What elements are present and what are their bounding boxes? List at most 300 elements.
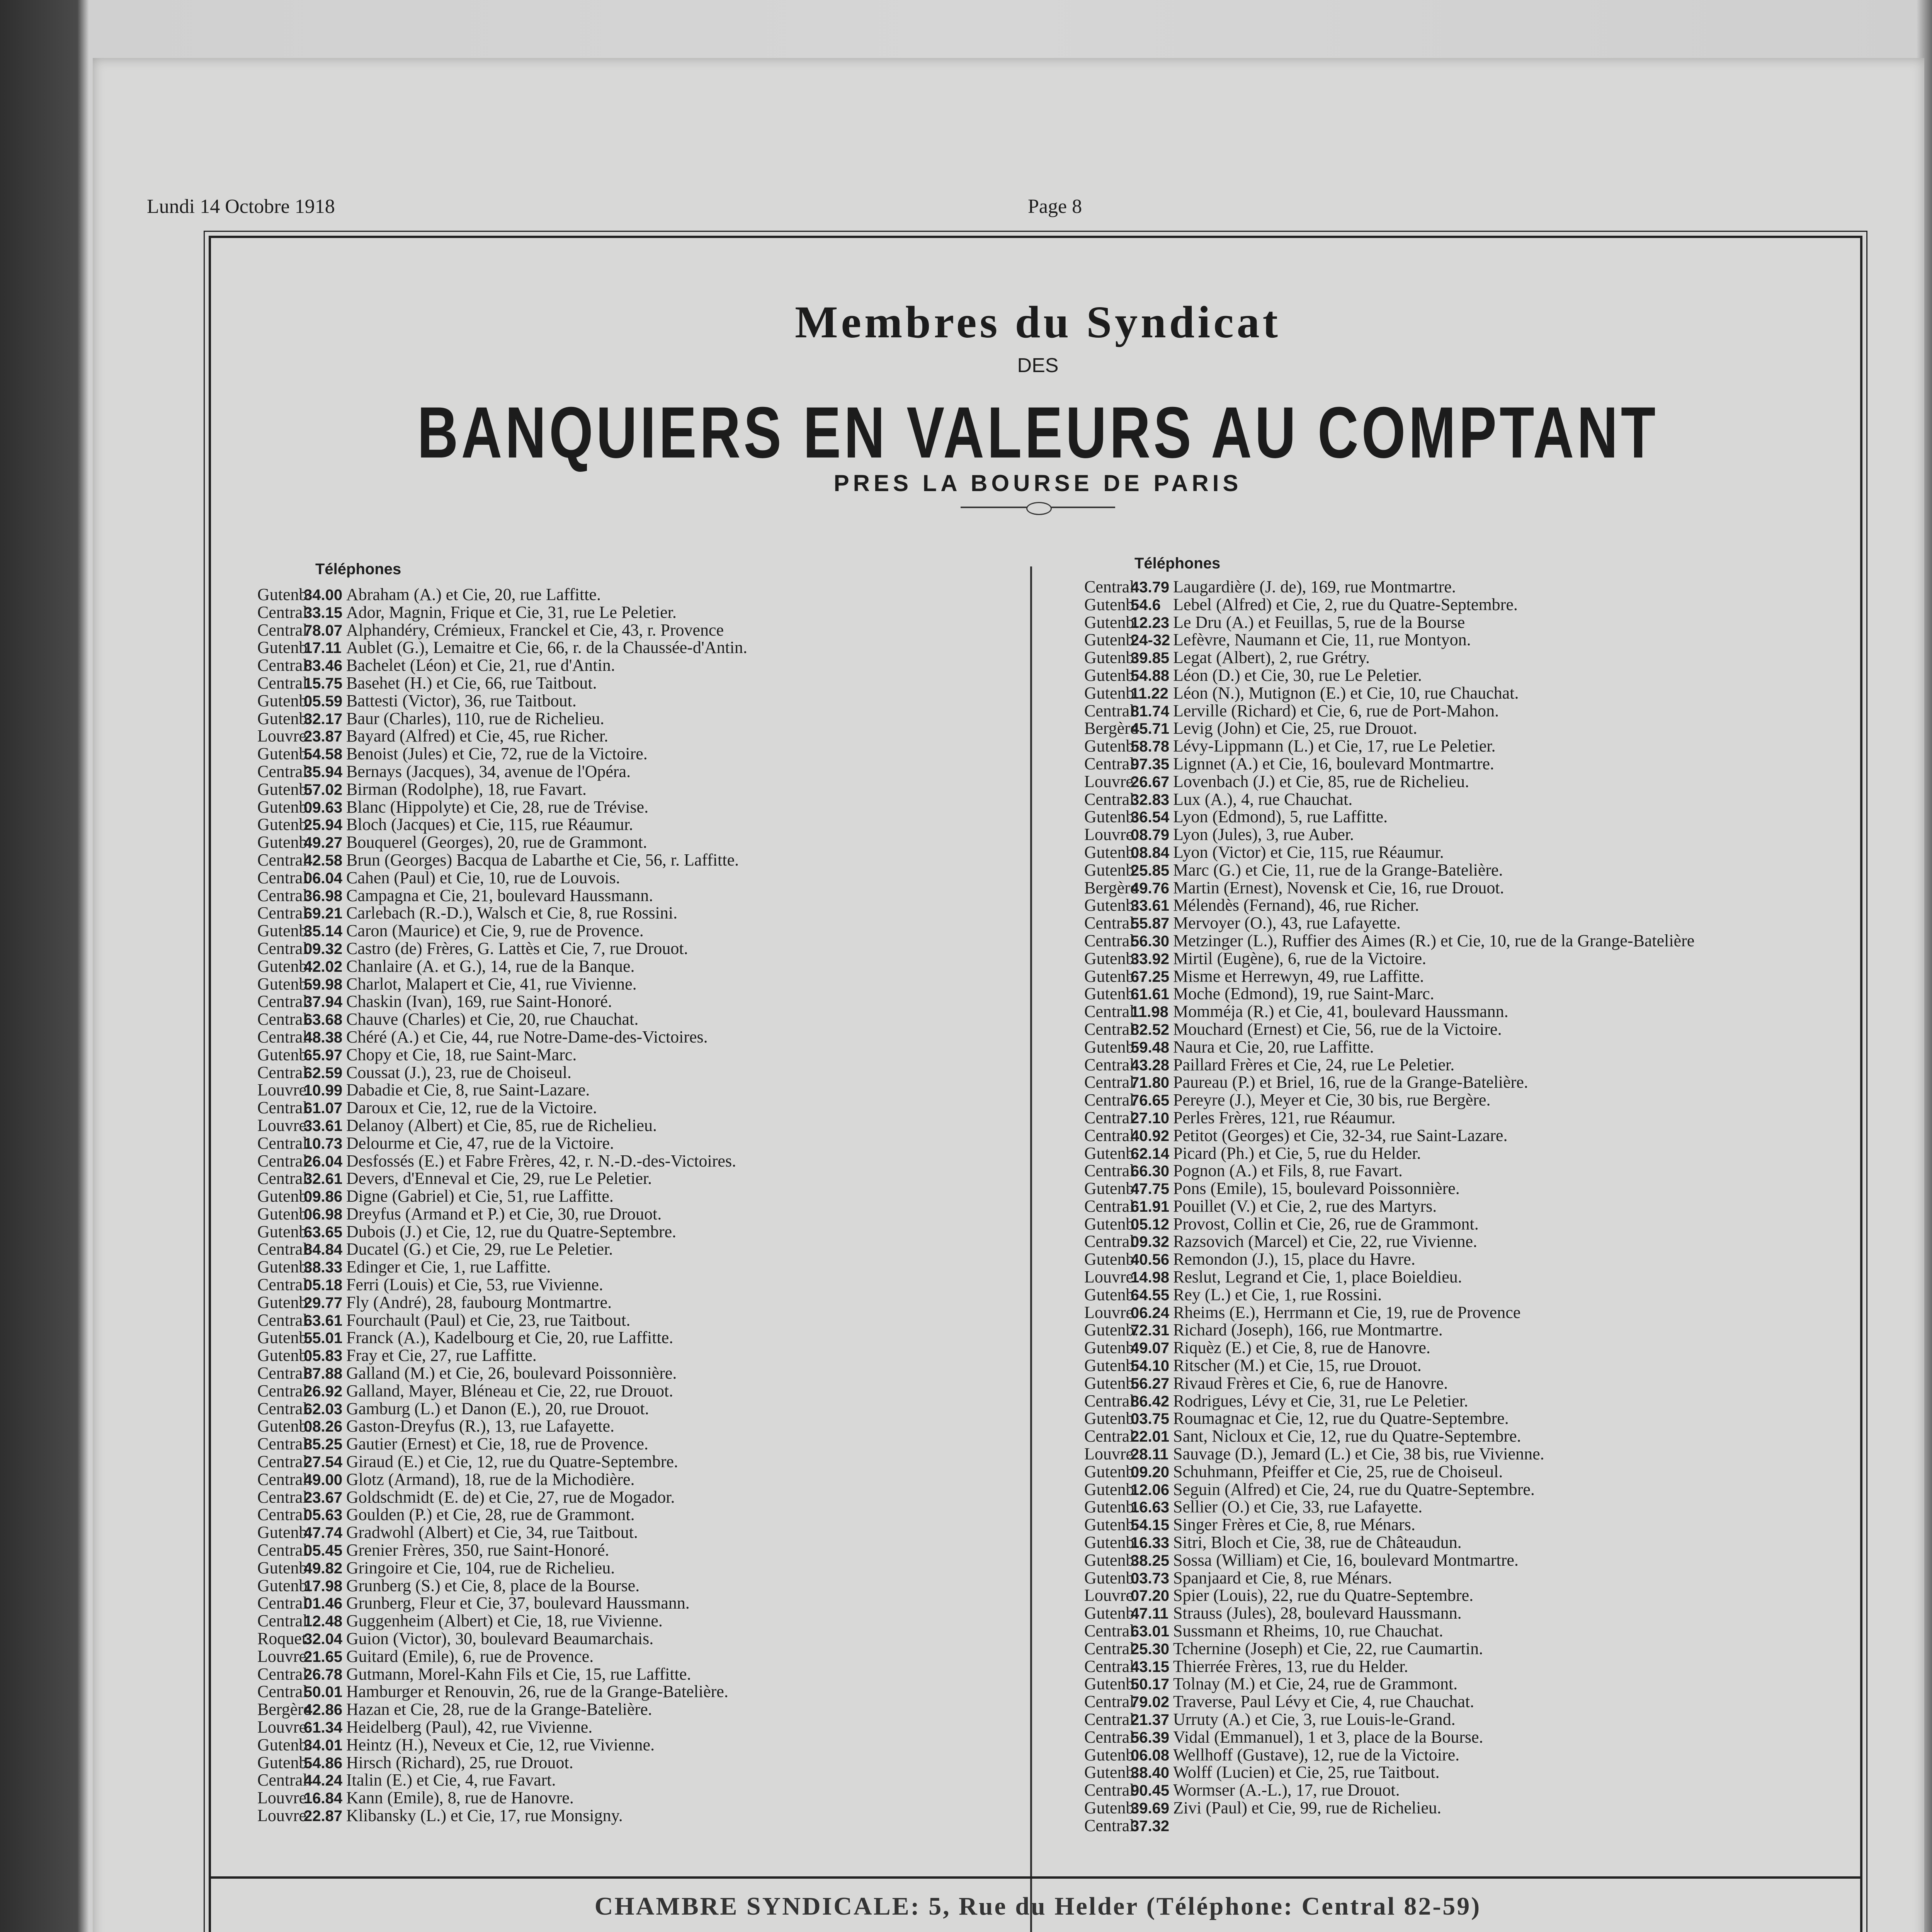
member-name-address: Galland, Mayer, Bléneau et Cie, 22, rue Drouot. xyxy=(346,1381,673,1400)
member-exchange: Gutenb. xyxy=(1084,1480,1139,1499)
member-exchange: Central xyxy=(257,992,308,1011)
member-exchange: Gutenb. xyxy=(1084,1214,1139,1233)
member-phone-number: 09.86 xyxy=(304,1188,343,1206)
member-name-address: Heintz (H.), Neveux et Cie, 12, rue Vivienne. xyxy=(346,1735,655,1754)
member-row xyxy=(257,1506,1003,1524)
member-exchange: Gutenb. xyxy=(257,1222,312,1241)
member-row xyxy=(257,656,1003,674)
member-phone-number: 61.34 xyxy=(304,1719,343,1736)
member-row xyxy=(257,1488,1003,1506)
member-exchange: Gutenb. xyxy=(1084,630,1139,650)
member-phone-number: 56.27 xyxy=(1131,1375,1170,1392)
member-row xyxy=(257,1471,1003,1488)
member-exchange: Gutenb. xyxy=(1084,736,1139,756)
member-phone-number: 62.59 xyxy=(304,1064,343,1082)
title-line-3: BANQUIERS EN VALEURS AU COMPTANT xyxy=(417,392,1659,473)
member-phone-number: 87.88 xyxy=(304,1365,343,1383)
member-row xyxy=(257,1347,1003,1364)
member-name-address: Guitard (Emile), 6, rue de Provence. xyxy=(346,1646,594,1666)
member-name-address: Spanjaard et Cie, 8, rue Ménars. xyxy=(1173,1568,1392,1587)
member-row xyxy=(257,1541,1003,1559)
member-row xyxy=(257,1648,1003,1665)
member-row xyxy=(1084,1551,1830,1569)
member-row xyxy=(257,1524,1003,1541)
member-exchange: Gutenb. xyxy=(1084,1674,1139,1694)
member-name-address: Razsovich (Marcel) et Cie, 22, rue Vivienne. xyxy=(1173,1232,1478,1251)
member-name-address: Ador, Magnin, Frique et Cie, 31, rue Le Peletier. xyxy=(346,602,677,622)
member-name-address: Bernays (Jacques), 34, avenue de l'Opéra. xyxy=(346,762,631,781)
member-name-address: Rey (L.) et Cie, 1, rue Rossini. xyxy=(1173,1285,1382,1304)
member-phone-number: 59.98 xyxy=(304,976,343,993)
member-name-address: Rodrigues, Lévy et Cie, 31, rue Le Peletier. xyxy=(1173,1391,1468,1410)
member-name-address: Hirsch (Richard), 25, rue Drouot. xyxy=(346,1753,573,1772)
member-phone-number: 33.61 xyxy=(304,1117,343,1134)
member-phone-number: 65.97 xyxy=(304,1046,343,1064)
header-page-number: Page 8 xyxy=(1028,196,1082,218)
member-row xyxy=(257,1736,1003,1754)
member-name-address: Grunberg, Fleur et Cie, 37, boulevard Haussmann. xyxy=(346,1594,690,1613)
member-exchange: Gutenb. xyxy=(257,974,312,993)
member-row xyxy=(1084,1145,1830,1162)
member-row xyxy=(257,1630,1003,1648)
member-phone-number: 47.11 xyxy=(1131,1605,1168,1622)
member-row xyxy=(257,1417,1003,1435)
member-phone-number: 42.58 xyxy=(304,852,343,869)
member-exchange: Louvre xyxy=(257,1718,307,1736)
member-phone-number: 61.61 xyxy=(1131,986,1170,1003)
member-name-address: Misme et Herrewyn, 49, rue Laffitte. xyxy=(1173,966,1424,986)
member-exchange: Gutenb. xyxy=(257,1045,312,1064)
member-row xyxy=(257,781,1003,798)
member-exchange: Central xyxy=(257,1063,308,1082)
member-exchange: Central xyxy=(1084,913,1134,933)
member-exchange: Central xyxy=(1084,1781,1134,1800)
member-phone-number: 35.94 xyxy=(304,763,343,781)
tel-label-right: Téléphones xyxy=(1134,555,1221,572)
member-name-address: Gaston-Dreyfus (R.), 13, rue Lafayette. xyxy=(346,1417,614,1436)
member-row xyxy=(1084,578,1830,596)
member-exchange: Gutenb. xyxy=(257,956,312,976)
member-name-address: Seguin (Alfred) et Cie, 24, rue du Quatre-Septembre. xyxy=(1173,1480,1535,1499)
member-exchange: Central xyxy=(257,1682,308,1701)
member-phone-number: 33.92 xyxy=(1131,950,1170,968)
member-name-address: Legat (Albert), 2, rue Grétry. xyxy=(1173,648,1370,667)
member-name-address: Sellier (O.) et Cie, 33, rue Lafayette. xyxy=(1173,1497,1423,1517)
member-row xyxy=(257,1807,1003,1825)
member-name-address: Strauss (Jules), 28, boulevard Haussmann. xyxy=(1173,1604,1462,1623)
member-name-address: Tolnay (M.) et Cie, 24, rue de Grammont. xyxy=(1173,1674,1458,1694)
member-row xyxy=(257,1046,1003,1064)
member-row xyxy=(257,1311,1003,1329)
member-exchange: Central xyxy=(257,1010,308,1029)
member-name-address: Roumagnac et Cie, 12, rue du Quatre-Septembre. xyxy=(1173,1409,1509,1428)
member-phone-number: 44.24 xyxy=(304,1772,343,1789)
header-date: Lundi 14 Octobre 1918 xyxy=(147,196,335,218)
member-exchange: Central xyxy=(257,1364,308,1383)
member-row xyxy=(257,957,1003,975)
member-name-address: Wellhoff (Gustave), 12, rue de la Victoire. xyxy=(1173,1745,1460,1764)
member-phone-number: 90.45 xyxy=(1131,1782,1170,1799)
member-phone-number: 62.14 xyxy=(1131,1145,1170,1162)
member-phone-number: 09.32 xyxy=(304,940,343,957)
member-name-address: Le Dru (A.) et Feuillas, 5, rue de la Bourse xyxy=(1173,612,1465,632)
member-exchange: Central xyxy=(257,1275,308,1294)
member-name-address: Lyon (Jules), 3, rue Auber. xyxy=(1173,825,1354,844)
member-row xyxy=(1084,1374,1830,1392)
member-phone-number: 07.20 xyxy=(1131,1587,1170,1605)
member-name-address: Mirtil (Eugène), 6, rue de la Victoire. xyxy=(1173,949,1427,968)
member-phone-number: 21.65 xyxy=(304,1648,343,1665)
member-row xyxy=(1084,791,1830,808)
member-exchange: Central xyxy=(257,1505,308,1524)
member-phone-number: 47.74 xyxy=(304,1524,343,1542)
member-exchange: Central xyxy=(1084,789,1134,809)
member-row xyxy=(1084,932,1830,950)
member-exchange: Central xyxy=(257,1133,308,1153)
member-name-address: Bachelet (Léon) et Cie, 21, rue d'Antin. xyxy=(346,656,615,675)
member-name-address: Wolff (Lucien) et Cie, 25, rue Taitbout. xyxy=(1173,1763,1440,1782)
member-exchange: Louvre xyxy=(257,1080,307,1100)
member-name-address: Guggenheim (Albert) et Cie, 18, rue Vivienne. xyxy=(346,1611,663,1631)
member-phone-number: 85.25 xyxy=(304,1436,343,1453)
member-exchange: Central xyxy=(257,1151,308,1170)
member-row xyxy=(1084,1250,1830,1268)
member-row xyxy=(1084,1357,1830,1374)
member-exchange: Gutenb. xyxy=(1084,1179,1139,1198)
member-row xyxy=(1084,968,1830,985)
member-row xyxy=(257,586,1003,604)
member-row xyxy=(1084,826,1830,844)
member-name-address: Gamburg (L.) et Danon (E.), 20, rue Drouot. xyxy=(346,1399,649,1418)
member-phone-number: 14.98 xyxy=(1131,1269,1170,1286)
member-exchange: Central xyxy=(1084,1161,1134,1180)
member-exchange: Central xyxy=(1084,701,1134,720)
member-phone-number: 84.84 xyxy=(304,1241,343,1259)
member-row xyxy=(257,1205,1003,1223)
member-phone-number: 22.87 xyxy=(304,1807,343,1825)
member-exchange: Gutenb. xyxy=(257,779,312,799)
member-name-address: Campagna et Cie, 21, boulevard Haussmann. xyxy=(346,886,653,905)
member-exchange: Central xyxy=(257,1399,308,1418)
member-phone-number: 49.82 xyxy=(304,1560,343,1577)
member-phone-number: 09.63 xyxy=(304,799,343,816)
member-phone-number: 49.27 xyxy=(304,834,343,852)
member-row xyxy=(1084,844,1830,861)
member-name-address: Petitot (Georges) et Cie, 32-34, rue Saint-Lazare. xyxy=(1173,1126,1508,1145)
member-name-address: Mouchard (Ernest) et Cie, 56, rue de la Victoire. xyxy=(1173,1019,1502,1039)
member-row xyxy=(1084,1268,1830,1286)
member-exchange: Central xyxy=(1084,1073,1134,1092)
member-exchange: Louvre xyxy=(1084,1303,1134,1322)
member-phone-number: 11.22 xyxy=(1131,685,1168,702)
member-phone-number: 37.94 xyxy=(304,993,343,1011)
member-name-address: Mélendès (Fernand), 46, rue Richer. xyxy=(1173,896,1419,915)
member-row xyxy=(1084,1746,1830,1764)
member-exchange: Gutenb. xyxy=(257,1735,312,1754)
member-row xyxy=(1084,914,1830,932)
member-name-address: Dubois (J.) et Cie, 12, rue du Quatre-Septembre. xyxy=(346,1222,677,1241)
member-phone-number: 17.98 xyxy=(304,1577,343,1595)
member-row xyxy=(257,1701,1003,1718)
member-row xyxy=(1084,1516,1830,1534)
member-row xyxy=(257,710,1003,728)
member-phone-number: 15.75 xyxy=(304,675,343,692)
member-exchange: Central xyxy=(257,1469,308,1489)
member-exchange: Gutenb. xyxy=(1084,1604,1139,1623)
member-row xyxy=(1084,1604,1830,1622)
member-exchange: Central xyxy=(257,1611,308,1631)
members-list-left xyxy=(257,586,1003,1825)
member-exchange: Gutenb. xyxy=(1084,896,1139,915)
member-exchange: Bergère xyxy=(1084,719,1138,738)
member-phone-number: 16.33 xyxy=(1131,1534,1170,1552)
member-row xyxy=(1084,773,1830,791)
member-row xyxy=(1084,649,1830,667)
member-exchange: Gutenb. xyxy=(1084,1250,1139,1269)
member-exchange: Gutenb. xyxy=(257,815,312,834)
member-phone-number: 55.01 xyxy=(304,1330,343,1347)
member-phone-number: 01.46 xyxy=(304,1595,343,1612)
member-name-address: Vidal (Emmanuel), 1 et 3, place de la Bourse. xyxy=(1173,1727,1483,1747)
member-phone-number: 16.84 xyxy=(304,1790,343,1807)
member-name-address: Franck (A.), Kadelbourg et Cie, 20, rue Laffitte. xyxy=(346,1328,673,1347)
member-name-address: Rheims (E.), Herrmann et Cie, 19, rue de Provence xyxy=(1173,1303,1521,1322)
member-phone-number: 03.73 xyxy=(1131,1570,1170,1587)
member-row xyxy=(257,1718,1003,1736)
member-name-address: Singer Frères et Cie, 8, rue Ménars. xyxy=(1173,1515,1415,1534)
member-phone-number: 54.10 xyxy=(1131,1357,1170,1375)
member-name-address: Urruty (A.) et Cie, 3, rue Louis-le-Grand. xyxy=(1173,1710,1456,1729)
member-exchange: Gutenb. xyxy=(1084,683,1139,702)
member-exchange: Central xyxy=(257,1240,308,1259)
member-name-address: Dabadie et Cie, 8, rue Saint-Lazare. xyxy=(346,1080,590,1100)
member-exchange: Gutenb. xyxy=(257,833,312,852)
member-phone-number: 26.04 xyxy=(304,1153,343,1170)
member-phone-number: 54.86 xyxy=(304,1754,343,1772)
member-phone-number: 05.63 xyxy=(304,1507,343,1524)
member-phone-number: 06.04 xyxy=(304,869,343,887)
member-row xyxy=(1084,667,1830,684)
member-row xyxy=(1084,1304,1830,1321)
member-row xyxy=(1084,1640,1830,1658)
member-exchange: Gutenb. xyxy=(1084,1515,1139,1534)
member-name-address: Cahen (Paul) et Cie, 10, rue de Louvois. xyxy=(346,868,620,887)
member-name-address: Castro (de) Frères, G. Lattès et Cie, 7, rue Drouot. xyxy=(346,939,688,958)
member-exchange: Gutenb. xyxy=(1084,1763,1139,1782)
member-exchange: Gutenb. xyxy=(1084,842,1139,862)
member-name-address: Picard (Ph.) et Cie, 5, rue du Helder. xyxy=(1173,1143,1421,1163)
member-phone-number: 43.28 xyxy=(1131,1056,1170,1074)
member-exchange: Bergère xyxy=(257,1700,311,1719)
member-row xyxy=(1084,1410,1830,1427)
member-phone-number: 06.08 xyxy=(1131,1747,1170,1764)
member-phone-number: 25.85 xyxy=(1131,862,1170,879)
member-phone-number: 54.6 xyxy=(1131,596,1161,614)
member-phone-number: 62.03 xyxy=(304,1400,343,1418)
member-row xyxy=(257,1010,1003,1028)
member-row xyxy=(257,621,1003,639)
member-phone-number: 67.25 xyxy=(1131,968,1170,985)
member-name-address: Fray et Cie, 27, rue Laffitte. xyxy=(346,1346,537,1365)
member-exchange: Gutenb. xyxy=(257,638,312,657)
member-name-address: Riquèz (E.) et Cie, 8, rue de Hanovre. xyxy=(1173,1338,1430,1357)
member-name-address: Richard (Joseph), 166, rue Montmartre. xyxy=(1173,1320,1443,1340)
member-name-address: Baur (Charles), 110, rue de Richelieu. xyxy=(346,709,604,728)
member-phone-number: 32.61 xyxy=(304,1170,343,1188)
member-row xyxy=(1084,614,1830,631)
member-phone-number: 40.56 xyxy=(1131,1251,1170,1269)
member-name-address: Tchernine (Joseph) et Cie, 22, rue Caumartin. xyxy=(1173,1639,1483,1658)
member-phone-number: 35.14 xyxy=(304,923,343,940)
member-phone-number: 08.84 xyxy=(1131,844,1170,861)
member-phone-number: 83.46 xyxy=(304,657,343,675)
member-row xyxy=(1084,1764,1830,1781)
member-exchange: Gutenb. xyxy=(257,1417,312,1436)
member-name-address: Birman (Rodolphe), 18, rue Favart. xyxy=(346,779,587,799)
member-phone-number: 54.88 xyxy=(1131,667,1170,684)
member-exchange: Gutenb. xyxy=(1084,1143,1139,1163)
member-row xyxy=(257,1187,1003,1205)
member-row xyxy=(257,1559,1003,1577)
member-exchange: Central xyxy=(257,1664,308,1684)
member-name-address: Gautier (Ernest) et Cie, 18, rue de Provence. xyxy=(346,1434,648,1454)
member-name-address: Desfossés (E.) et Fabre Frères, 42, r. N.-D.-des-Victoires. xyxy=(346,1151,736,1170)
member-exchange: Central xyxy=(257,656,308,675)
member-row xyxy=(257,1223,1003,1241)
member-phone-number: 43.15 xyxy=(1131,1658,1170,1675)
member-name-address: Paureau (P.) et Briel, 16, rue de la Grange-Batelière. xyxy=(1173,1073,1528,1092)
member-row xyxy=(257,674,1003,692)
member-phone-number: 08.26 xyxy=(304,1418,343,1435)
member-exchange: Central xyxy=(1084,1002,1134,1021)
member-phone-number: 26.78 xyxy=(304,1666,343,1683)
member-exchange: Gutenb. xyxy=(1084,966,1139,986)
member-name-address: Sauvage (D.), Jemard (L.) et Cie, 38 bis, rue Vivienne. xyxy=(1173,1444,1544,1464)
member-name-address: Pons (Emile), 15, boulevard Poissonnière. xyxy=(1173,1179,1460,1198)
member-row xyxy=(257,763,1003,781)
member-name-address: Bouquerel (Georges), 20, rue de Grammont. xyxy=(346,833,647,852)
member-exchange: Gutenb. xyxy=(1084,665,1139,685)
member-row xyxy=(257,816,1003,833)
member-row xyxy=(257,1382,1003,1400)
member-phone-number: 97.35 xyxy=(1131,755,1170,773)
member-row xyxy=(1084,1569,1830,1587)
member-phone-number: 56.30 xyxy=(1131,932,1170,950)
member-phone-number: 32.17 xyxy=(304,710,343,728)
member-phone-number: 27.54 xyxy=(304,1454,343,1471)
member-name-address: Aublet (G.), Lemaitre et Cie, 66, r. de la Chaussée-d'Antin. xyxy=(346,638,747,657)
member-phone-number: 09.20 xyxy=(1131,1463,1170,1481)
member-phone-number: 55.87 xyxy=(1131,915,1170,932)
member-row xyxy=(1084,596,1830,614)
member-exchange: Louvre xyxy=(1084,1586,1134,1605)
member-row xyxy=(257,1028,1003,1046)
member-phone-number: 12.23 xyxy=(1131,614,1170,631)
member-row xyxy=(257,1276,1003,1294)
member-row xyxy=(257,975,1003,993)
member-row xyxy=(1084,719,1830,737)
member-row xyxy=(257,869,1003,887)
member-exchange: Central xyxy=(1084,1019,1134,1039)
member-name-address: Gutmann, Morel-Kahn Fils et Cie, 15, rue Laffitte. xyxy=(346,1664,691,1684)
member-exchange: Louvre xyxy=(1084,1444,1134,1464)
member-exchange: Central xyxy=(257,868,308,887)
members-list-right xyxy=(1084,578,1830,1835)
member-phone-number: 33.61 xyxy=(1131,897,1170,915)
member-phone-number: 39.69 xyxy=(1131,1799,1170,1817)
member-exchange: Gutenb. xyxy=(257,921,312,940)
member-name-address: Lyon (Edmond), 5, rue Laffitte. xyxy=(1173,807,1388,827)
member-exchange: Louvre xyxy=(257,726,307,746)
member-exchange: Gutenb. xyxy=(257,709,312,728)
member-exchange: Louvre xyxy=(1084,772,1134,791)
member-row xyxy=(1084,1180,1830,1197)
member-phone-number: 25.94 xyxy=(304,816,343,834)
member-phone-number: 49.76 xyxy=(1131,879,1170,897)
member-name-address: Grenier Frères, 350, rue Saint-Honoré. xyxy=(346,1541,609,1560)
member-row xyxy=(1084,755,1830,773)
member-exchange: Central xyxy=(257,762,308,781)
member-phone-number: 45.71 xyxy=(1131,720,1170,738)
member-row xyxy=(1084,985,1830,1003)
member-row xyxy=(1084,1127,1830,1145)
member-row xyxy=(257,1453,1003,1471)
member-row xyxy=(1084,702,1830,720)
member-name-address: Caron (Maurice) et Cie, 9, rue de Provence. xyxy=(346,921,644,940)
member-row xyxy=(257,1594,1003,1612)
member-exchange: Gutenb. xyxy=(1084,1037,1139,1056)
member-phone-number: 47.75 xyxy=(1131,1180,1170,1198)
member-phone-number: 24-32 xyxy=(1131,632,1170,649)
member-phone-number: 49.00 xyxy=(304,1471,343,1488)
member-phone-number: 37.32 xyxy=(1131,1817,1170,1835)
member-exchange: Louvre xyxy=(1084,1267,1134,1287)
member-name-address: Dreyfus (Armand et P.) et Cie, 30, rue Drouot. xyxy=(346,1204,662,1223)
member-name-address: Lerville (Richard) et Cie, 6, rue de Port-Mahon. xyxy=(1173,701,1499,720)
member-name-address: Chéré (A.) et Cie, 44, rue Notre-Dame-des-Victoires. xyxy=(346,1027,708,1046)
title-line-4: PRES LA BOURSE DE PARIS xyxy=(833,470,1242,496)
member-phone-number: 81.74 xyxy=(1131,702,1170,720)
title-line-2: DES xyxy=(1017,354,1059,377)
member-row xyxy=(257,1683,1003,1701)
member-phone-number: 33.15 xyxy=(304,604,343,621)
member-row xyxy=(257,1665,1003,1683)
member-phone-number: 26.92 xyxy=(304,1383,343,1400)
member-exchange: Gutenb. xyxy=(1084,949,1139,968)
member-name-address: Ritscher (M.) et Cie, 15, rue Drouot. xyxy=(1173,1356,1422,1375)
member-row xyxy=(1084,1197,1830,1215)
member-phone-number: 63.01 xyxy=(1131,1623,1170,1640)
member-row xyxy=(1084,1781,1830,1799)
member-phone-number: 12.06 xyxy=(1131,1481,1170,1498)
member-name-address: Hazan et Cie, 28, rue de la Grange-Batelière. xyxy=(346,1700,652,1719)
member-row xyxy=(1084,1286,1830,1304)
member-exchange: Gutenb. xyxy=(257,585,312,604)
member-name-address: Abraham (A.) et Cie, 20, rue Laffitte. xyxy=(346,585,601,604)
member-name-address: Laugardière (J. de), 169, rue Montmartre. xyxy=(1173,577,1456,596)
member-exchange: Central xyxy=(1084,1055,1134,1074)
member-phone-number: 06.24 xyxy=(1131,1304,1170,1321)
member-name-address: Daroux et Cie, 12, rue de la Victoire. xyxy=(346,1098,597,1117)
member-row xyxy=(1084,1109,1830,1127)
member-exchange: Gutenb. xyxy=(257,1523,312,1542)
member-row xyxy=(1084,1498,1830,1516)
member-name-address: Charlot, Malapert et Cie, 41, rue Vivienne. xyxy=(346,974,637,993)
member-phone-number: 66.30 xyxy=(1131,1163,1170,1180)
member-row xyxy=(257,1400,1003,1418)
member-name-address: Carlebach (R.-D.), Walsch et Cie, 8, rue Rossini. xyxy=(346,903,678,923)
member-phone-number: 64.55 xyxy=(1131,1286,1170,1304)
